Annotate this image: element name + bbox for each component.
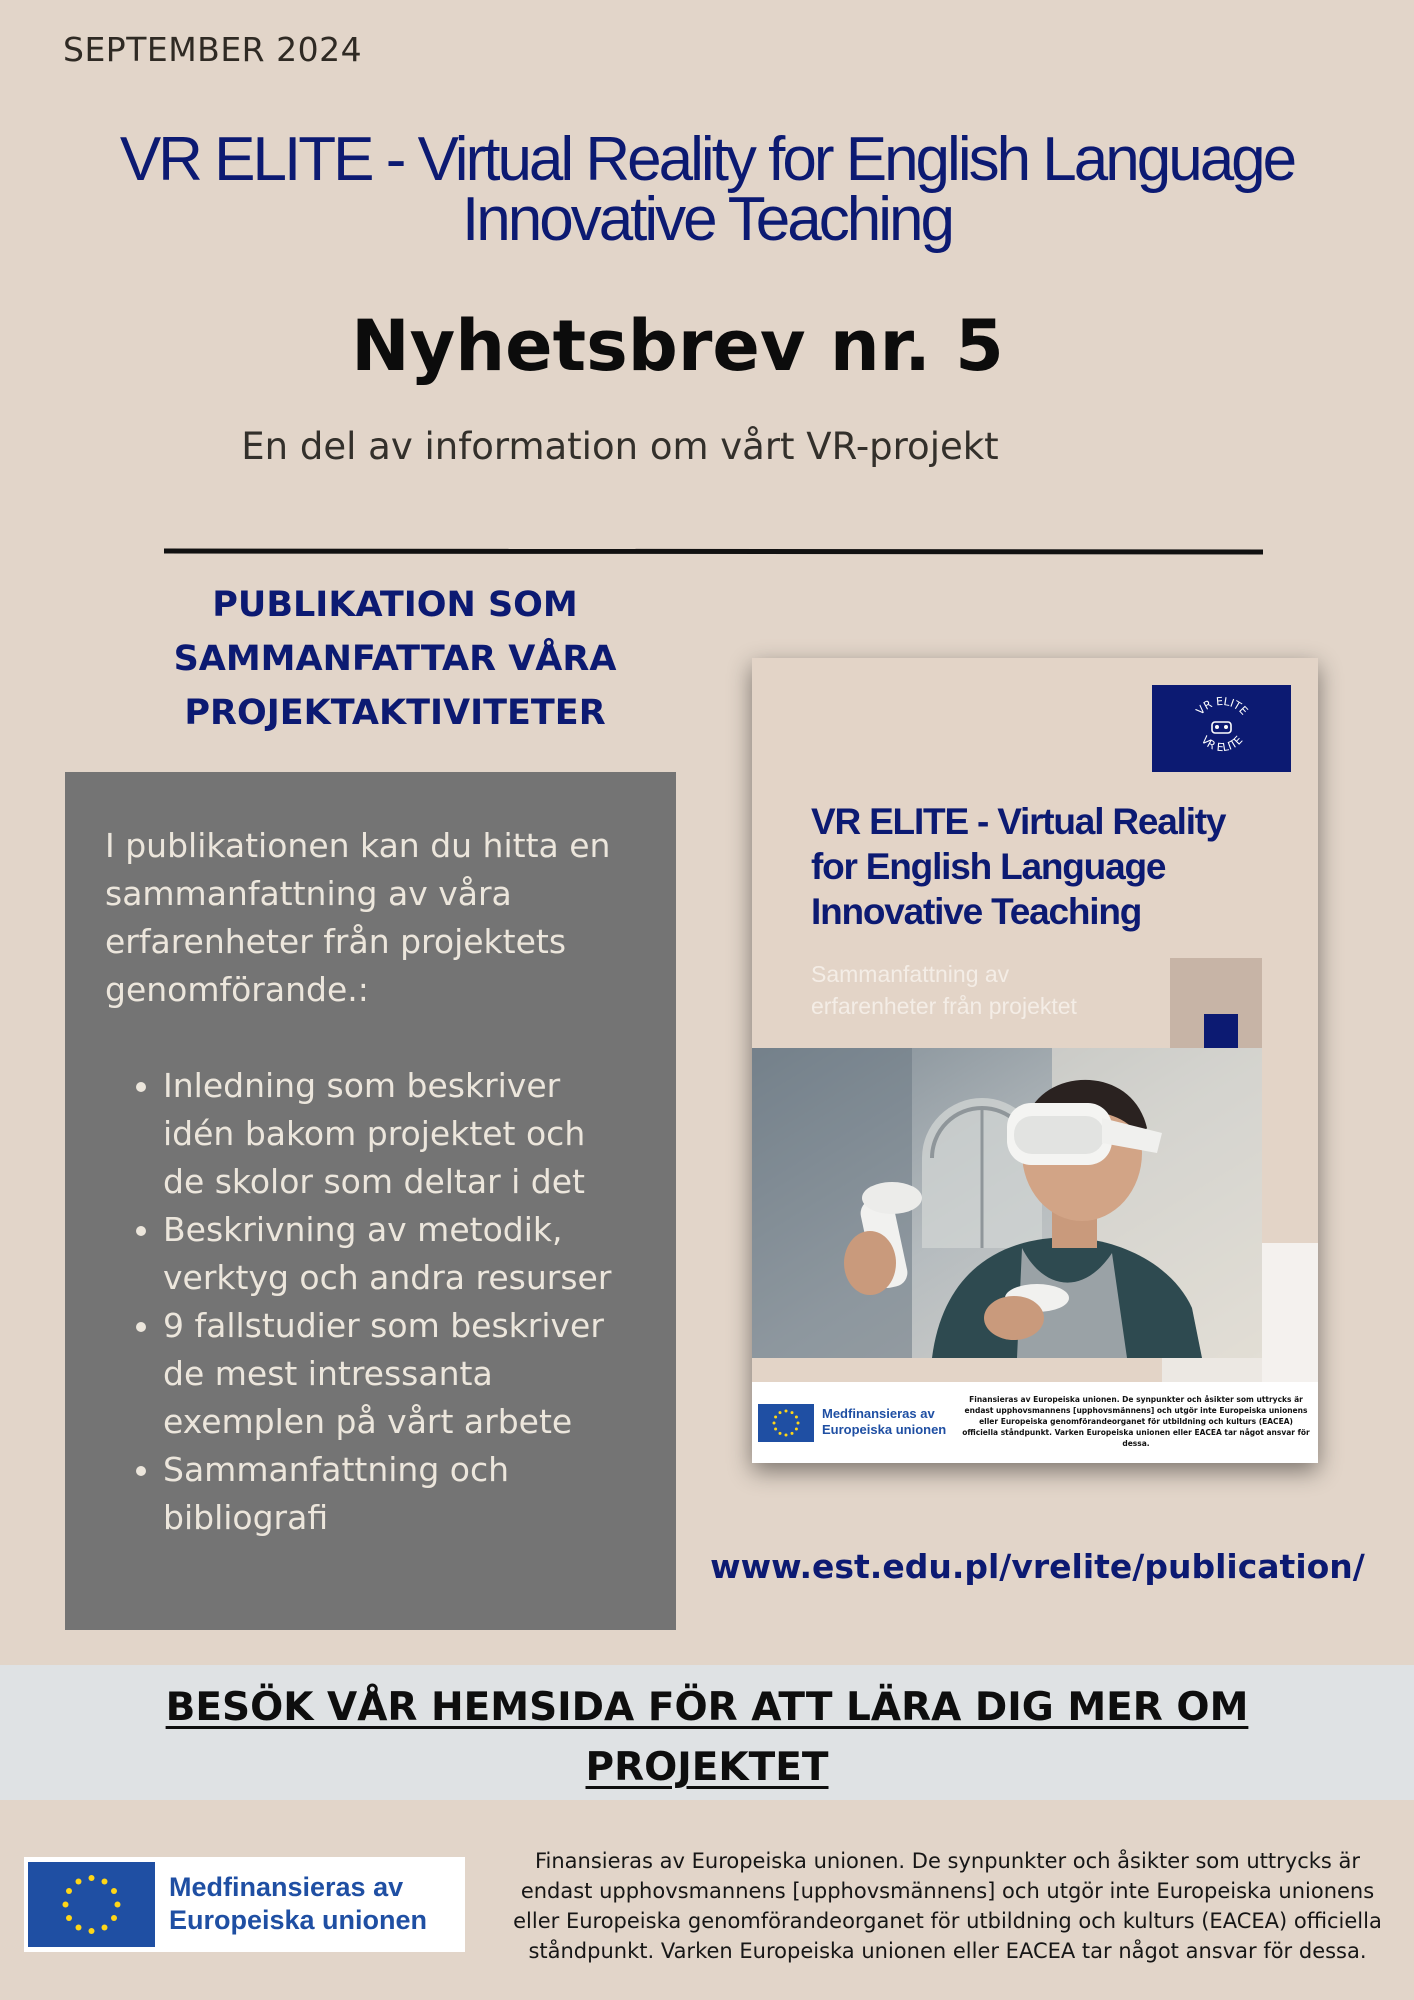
publication-intro: I publikationen kan du hitta en sammanfattning av våra erfarenheter från projektets genomförande.: — [105, 826, 611, 1009]
cover-eu-label-line-2: Europeiska unionen — [822, 1422, 947, 1437]
newsletter-date: SEPTEMBER 2024 — [63, 30, 363, 69]
cover-subtitle-line-1: Sammanfattning av — [811, 961, 1010, 987]
visit-website-line-2: PROJEKTET — [585, 1745, 829, 1790]
publication-heading — [140, 578, 650, 740]
visit-website-banner — [0, 1665, 1414, 1800]
eu-flag-icon — [758, 1404, 814, 1442]
project-title-line-1: VR ELITE - Virtual Reality for English Language — [119, 125, 1295, 194]
eu-label-line-1: Medfinansieras av — [169, 1872, 404, 1902]
eu-flag-icon — [28, 1862, 155, 1947]
visit-website-link[interactable] — [100, 1678, 1314, 1798]
cover-disclaimer: Finansieras av Europeiska unionen. De synpunkter och åsikter som uttrycks är endast upphovsmannens [upphovsmännens] och utgör inte Europeiska unionens eller Europeiska genomförandeorganet för utbildning och kulturs (EACEA) officiella ståndpunkt. Varken Europeiska unionen eller EACEA tar något ansvar för dessa. — [962, 1395, 1310, 1448]
eu-label-line-2: Europeiska unionen — [169, 1905, 428, 1935]
list-item: • Inledning som beskriver idén bakom projektet och de skolor som deltar i det — [163, 1062, 636, 1206]
cover-footer — [752, 1382, 1318, 1463]
visit-website-line-1: BESÖK VÅR HEMSIDA FÖR ATT LÄRA DIG MER OM — [165, 1685, 1249, 1730]
publication-heading-line-1: PUBLIKATION SOM — [212, 585, 578, 625]
cover-subtitle-line-2: erfarenheter från projektet — [811, 993, 1077, 1019]
cover-title-line-3: Innovative Teaching — [811, 891, 1142, 932]
project-title — [60, 125, 1354, 254]
section-divider — [164, 549, 1263, 555]
publication-contents-list — [105, 1062, 636, 1542]
list-item: • 9 fallstudier som beskriver de mest intressanta exemplen på vårt arbete — [163, 1302, 636, 1446]
logo-text-top: VR ELITE — [1193, 694, 1251, 718]
funding-disclaimer: Finansieras av Europeiska unionen. De synpunkter och åsikter som uttrycks är endast upphovsmannens [upphovsmännens] och utgör inte Europeiska unionens eller Europeiska genomförandeorganet för utbildning och kulturs (EACEA) officiella ståndpunkt. Varken Europeiska unionen eller EACEA tar något ansvar för dessa. — [513, 1849, 1382, 1963]
cover-eu-label-line-1: Medfinansieras av — [822, 1406, 935, 1421]
publication-heading-line-2: SAMMANFATTAR VÅRA — [173, 639, 617, 679]
cover-title-line-2: for English Language — [811, 846, 1166, 887]
list-item: • Beskrivning av metodik, verktyg och andra resurser — [163, 1206, 636, 1302]
newsletter-number: Nyhetsbrev nr. 5 — [351, 305, 1004, 387]
eu-star-icons — [63, 1875, 121, 1934]
eu-star-icons — [773, 1410, 800, 1437]
newsletter-subtitle: En del av information om vårt VR-projekt — [241, 425, 999, 468]
list-item: • Sammanfattning och bibliografi — [163, 1446, 636, 1542]
project-title-line-2: Innovative Teaching — [462, 185, 952, 254]
publication-summary-box — [65, 772, 676, 1630]
cover-eu-label — [822, 1406, 962, 1438]
logo-text-bottom: VR ELITE — [1198, 733, 1246, 755]
eu-cofunded-label — [169, 1871, 459, 1937]
vr-headset-photo — [752, 1048, 1262, 1358]
publication-link[interactable]: www.est.edu.pl/vrelite/publication/ — [710, 1547, 1365, 1586]
publication-cover-image[interactable] — [752, 658, 1318, 1463]
cover-title-line-1: VR ELITE - Virtual Reality — [811, 801, 1226, 842]
eu-cofunded-logo — [24, 1857, 465, 1952]
publication-heading-line-3: PROJEKTAKTIVITETER — [184, 693, 606, 733]
